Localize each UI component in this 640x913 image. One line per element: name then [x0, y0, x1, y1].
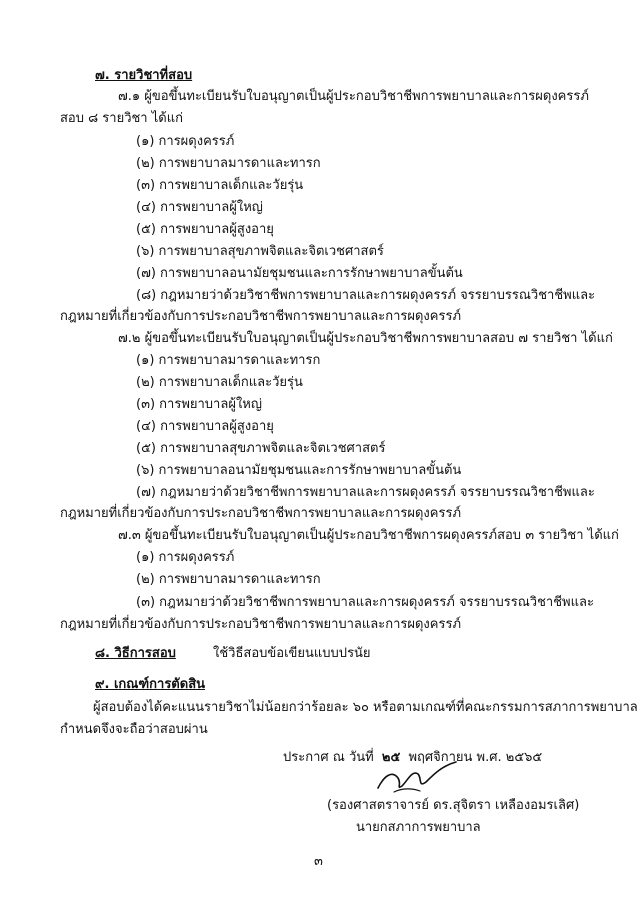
section-7-heading: ๗. รายวิชาที่สอบ	[95, 68, 193, 83]
page-number: ๓	[314, 854, 323, 869]
list-item: (๖) การพยาบาลสุขภาพจิตและจิตเวชศาสตร์	[136, 244, 384, 259]
list-item: (๓) กฎหมายว่าด้วยวิชาชีพการพยาบาลและการผดุงครรภ์ จรรยาบรรณวิชาชีพและ	[136, 595, 594, 610]
list-item-continuation: กฎหมายที่เกี่ยวข้องกับการประกอบวิชาชีพการพยาบาลและการผดุงครรภ์	[60, 309, 462, 324]
list-item: (๒) การพยาบาลเด็กและวัยรุ่น	[136, 375, 303, 390]
list-item: (๖) การพยาบาลอนามัยชุมชนและการรักษาพยาบาลขั้นต้น	[136, 463, 462, 478]
list-item: (๔) การพยาบาลผู้สูงอายุ	[136, 419, 274, 434]
list-item: (๗) กฎหมายว่าด้วยวิชาชีพการพยาบาลและการผดุงครรภ์ จรรยาบรรณวิชาชีพและ	[136, 485, 595, 500]
announce-rest: พฤศจิกายน พ.ศ. ๒๕๖๕	[408, 750, 543, 765]
list-item-continuation: กฎหมายที่เกี่ยวข้องกับการประกอบวิชาชีพการพยาบาลและการผดุงครรภ์	[60, 617, 462, 632]
announce-day: ๒๕	[381, 750, 401, 765]
list-item: (๑) การผดุงครรภ์	[136, 550, 235, 565]
list-item: (๓) การพยาบาลผู้ใหญ่	[136, 397, 262, 412]
section-9-line-2: กำหนดจึงจะถือว่าสอบผ่าน	[60, 722, 208, 737]
list-item: (๕) การพยาบาลผู้สูงอายุ	[136, 222, 274, 237]
section-9-heading: ๙. เกณฑ์การตัดสิน	[95, 677, 206, 692]
list-item: (๒) การพยาบาลมารดาและทารก	[136, 572, 321, 587]
list-item: (๒) การพยาบาลมารดาและทารก	[136, 156, 321, 171]
signer-title: นายกสภาการพยาบาล	[356, 820, 481, 835]
announce-prefix: ประกาศ ณ วันที่	[283, 750, 374, 765]
list-item: (๘) กฎหมายว่าด้วยวิชาชีพการพยาบาลและการผดุงครรภ์ จรรยาบรรณวิชาชีพและ	[136, 288, 596, 303]
list-item: (๑) การผดุงครรภ์	[136, 134, 235, 149]
list-item: (๗) การพยาบาลอนามัยชุมชนและการรักษาพยาบาลขั้นต้น	[136, 266, 463, 281]
list-item: (๕) การพยาบาลสุขภาพจิตและจิตเวชศาสตร์	[136, 441, 386, 456]
list-item-continuation: กฎหมายที่เกี่ยวข้องกับการประกอบวิชาชีพการพยาบาลและการผดุงครรภ์	[60, 506, 462, 521]
section-7-1-intro: ๗.๑ ผู้ขอขึ้นทะเบียนรับใบอนุญาตเป็นผู้ประกอบวิชาชีพการพยาบาลและการผดุงครรภ์	[118, 89, 589, 104]
section-8-text: ใช้วิธีสอบข้อเขียนแบบปรนัย	[213, 646, 371, 661]
section-7-2-intro: ๗.๒ ผู้ขอขึ้นทะเบียนรับใบอนุญาตเป็นผู้ประกอบวิชาชีพการพยาบาลสอบ ๗ รายวิชา ได้แก่	[118, 331, 613, 346]
section-9-line-1: ผู้สอบต้องได้คะแนนรายวิชาไม่น้อยกว่าร้อยละ ๖๐ หรือตามเกณฑ์ที่คณะกรรมการสภาการพยาบาล	[93, 700, 638, 715]
section-7-1-intro-cont: สอบ ๘ รายวิชา ได้แก่	[60, 111, 183, 126]
signer-name: (รองศาสตราจารย์ ดร.สุจิตรา เหลืองอมรเลิศ)	[327, 798, 580, 813]
list-item: (๓) การพยาบาลเด็กและวัยรุ่น	[136, 178, 304, 193]
signature	[372, 758, 462, 798]
section-8-heading: ๘. วิธีการสอบ	[95, 646, 176, 661]
list-item: (๑) การพยาบาลมารดาและทารก	[136, 353, 321, 368]
section-7-3-intro: ๗.๓ ผู้ขอขึ้นทะเบียนรับใบอนุญาตเป็นผู้ประกอบวิชาชีพการผดุงครรภ์สอบ ๓ รายวิชา ได้แก่	[118, 528, 619, 543]
list-item: (๔) การพยาบาลผู้ใหญ่	[136, 200, 263, 215]
